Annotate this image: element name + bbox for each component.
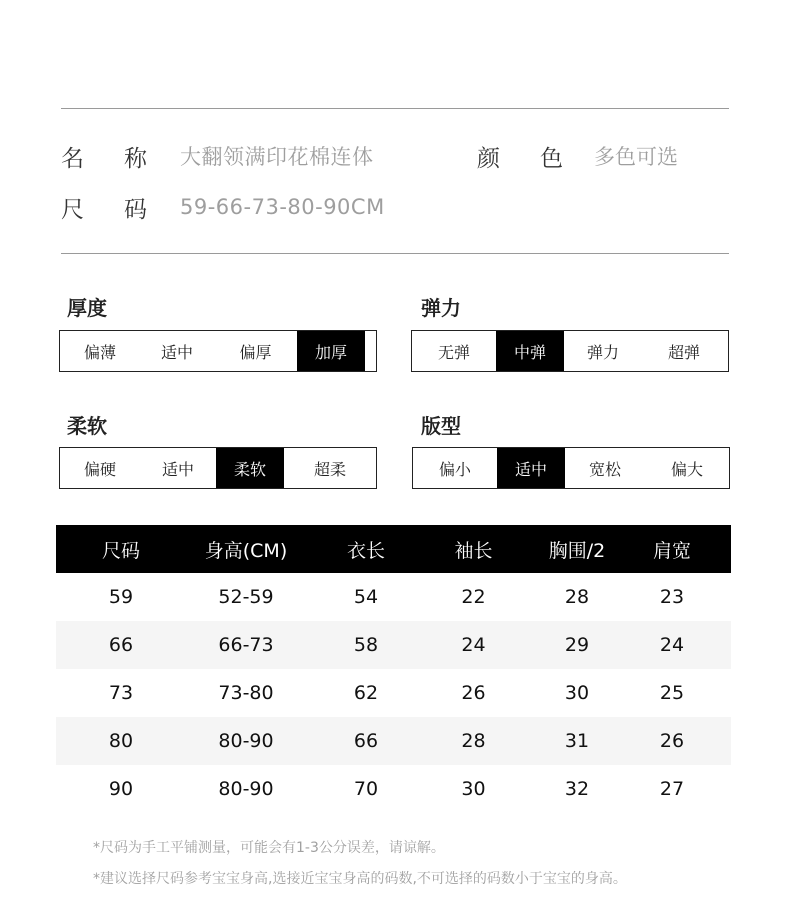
table-header <box>56 525 731 573</box>
thickness-option[interactable]: 偏厚 <box>239 342 272 362</box>
info-row-name-color <box>61 136 729 176</box>
name-label: 名 称 <box>61 145 147 172</box>
softness-option[interactable]: 适中 <box>161 459 194 479</box>
table-cell: 30 <box>564 682 590 704</box>
header-cell: 袖长 <box>454 539 493 562</box>
softness-option-selected[interactable]: 柔软 <box>216 448 284 488</box>
top-divider <box>61 108 729 109</box>
elasticity-option[interactable]: 超弹 <box>667 342 700 362</box>
table-cell: 24 <box>461 634 486 656</box>
color-value: 多色可选 <box>594 145 678 169</box>
size-table <box>56 525 731 813</box>
table-cell: 28 <box>564 586 590 608</box>
table-cell: 62 <box>353 682 379 704</box>
fit-title: 版型 <box>421 414 461 438</box>
table-cell: 66 <box>108 634 134 656</box>
thickness-option-selected[interactable]: 加厚 <box>297 331 365 371</box>
table-row <box>56 765 731 813</box>
color-label: 颜 色 <box>477 145 563 172</box>
size-label: 尺 码 <box>61 196 147 223</box>
table-cell: 32 <box>564 778 590 800</box>
table-row <box>56 621 731 669</box>
header-cell: 肩宽 <box>652 539 691 562</box>
table-cell: 90 <box>108 778 134 800</box>
fit-scale <box>412 447 730 489</box>
softness-scale <box>59 447 377 489</box>
table-cell: 54 <box>353 586 379 608</box>
header-cell: 尺码 <box>101 539 140 562</box>
measurement-note: *尺码为手工平铺测量，可能会有1-3公分误差，请谅解。 <box>93 840 445 856</box>
table-cell: 25 <box>659 682 685 704</box>
softness-option[interactable]: 超柔 <box>313 459 346 479</box>
thickness-scale <box>59 330 377 372</box>
table-row <box>56 573 731 621</box>
table-cell: 24 <box>659 634 685 656</box>
table-cell: 27 <box>659 778 685 800</box>
table-row <box>56 717 731 765</box>
softness-option[interactable]: 偏硬 <box>83 459 116 479</box>
table-row <box>56 669 731 717</box>
fit-option[interactable]: 偏大 <box>670 459 703 479</box>
sizing-advice-note: *建议选择尺码参考宝宝身高,选接近宝宝身高的码数,不可选择的码数小于宝宝的身高。 <box>93 871 627 887</box>
table-cell: 59 <box>108 586 134 608</box>
thickness-option[interactable]: 偏薄 <box>83 342 116 362</box>
table-cell: 23 <box>659 586 685 608</box>
table-cell: 73-80 <box>218 682 274 704</box>
header-cell: 胸围/2 <box>548 539 606 562</box>
table-cell: 70 <box>353 778 379 800</box>
table-cell: 31 <box>564 730 590 752</box>
middle-divider <box>61 253 729 254</box>
table-cell: 80 <box>108 730 134 752</box>
thickness-title: 厚度 <box>67 296 107 320</box>
table-cell: 30 <box>461 778 486 800</box>
table-cell: 52-59 <box>218 586 274 608</box>
elasticity-option-selected[interactable]: 中弹 <box>496 331 564 371</box>
table-cell: 58 <box>353 634 379 656</box>
header-cell: 衣长 <box>346 539 385 562</box>
table-cell: 22 <box>461 586 486 608</box>
table-cell: 26 <box>461 682 486 704</box>
table-cell: 66 <box>353 730 379 752</box>
elasticity-option[interactable]: 无弹 <box>437 342 470 362</box>
size-value: 59-66-73-80-90CM <box>180 195 385 219</box>
table-cell: 29 <box>564 634 590 656</box>
thickness-option[interactable]: 适中 <box>160 342 193 362</box>
table-cell: 28 <box>461 730 486 752</box>
softness-title: 柔软 <box>67 414 107 438</box>
info-row-size <box>61 187 385 227</box>
elasticity-option[interactable]: 弹力 <box>586 342 619 362</box>
fit-option-selected[interactable]: 适中 <box>497 448 565 488</box>
elasticity-scale <box>411 330 729 372</box>
fit-option[interactable]: 偏小 <box>438 459 471 479</box>
table-cell: 80-90 <box>218 778 274 800</box>
table-cell: 26 <box>659 730 685 752</box>
fit-option[interactable]: 宽松 <box>588 459 621 479</box>
table-cell: 80-90 <box>218 730 274 752</box>
header-cell: 身高(CM) <box>204 539 288 562</box>
table-cell: 73 <box>108 682 134 704</box>
elasticity-title: 弹力 <box>421 296 461 320</box>
name-value: 大翻领满印花棉连体 <box>180 145 374 169</box>
table-cell: 66-73 <box>218 634 274 656</box>
